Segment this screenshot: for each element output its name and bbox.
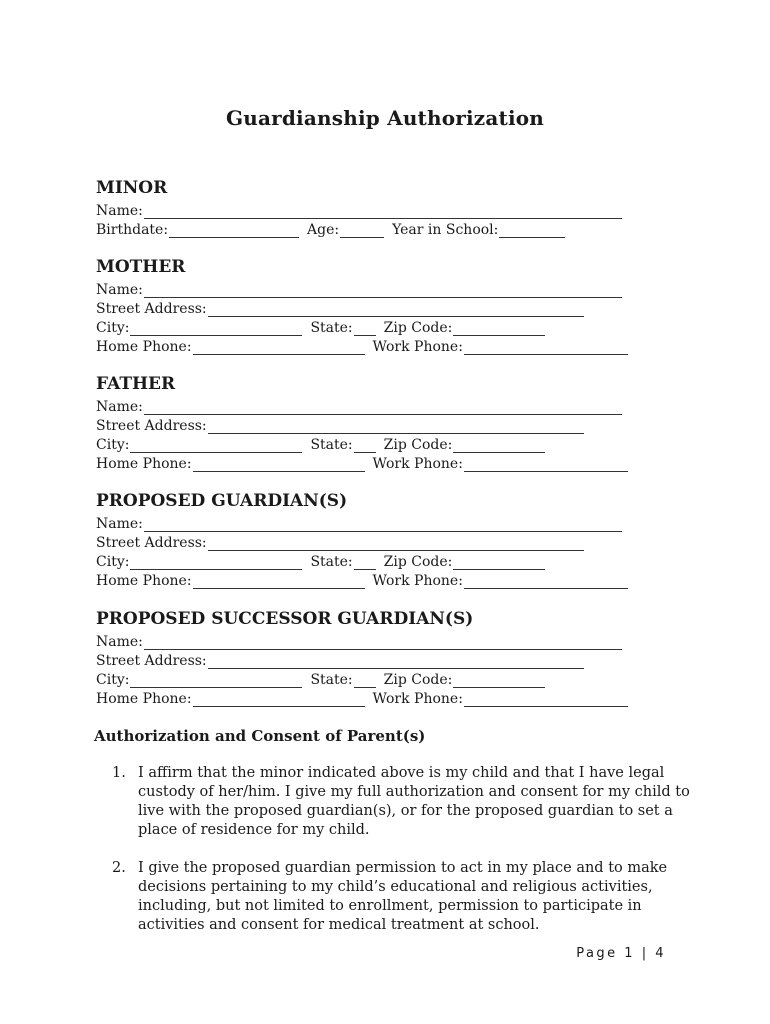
zip-code-field[interactable] bbox=[453, 673, 545, 688]
age-label: Age: bbox=[307, 222, 340, 238]
city-row bbox=[96, 434, 696, 453]
phone-row bbox=[96, 336, 696, 355]
state-label: State: bbox=[310, 320, 353, 336]
consent-list-item bbox=[112, 764, 697, 840]
document-title: Guardianship Authorization bbox=[225, 106, 545, 130]
phone-row bbox=[96, 453, 696, 472]
name-row bbox=[96, 631, 696, 650]
city-row bbox=[96, 317, 696, 336]
birthdate-label: Birthdate: bbox=[96, 222, 169, 238]
name-field[interactable] bbox=[144, 635, 622, 650]
authorization-heading: Authorization and Consent of Parent(s) bbox=[94, 727, 426, 745]
street-address-field[interactable] bbox=[208, 302, 584, 317]
state-field[interactable] bbox=[354, 321, 376, 336]
name-label: Name: bbox=[96, 634, 143, 650]
name-row bbox=[96, 513, 696, 532]
page-number: Page 1 | 4 bbox=[576, 946, 666, 961]
city-field[interactable] bbox=[130, 321, 302, 336]
birthdate-row bbox=[96, 219, 696, 238]
state-field[interactable] bbox=[354, 673, 376, 688]
work-phone-field[interactable] bbox=[464, 574, 628, 589]
section-minor bbox=[96, 177, 696, 238]
home-phone-field[interactable] bbox=[193, 340, 365, 355]
list-text: I give the proposed guardian permission to act in my place and to make decisions pertaining to my child’s educational and religious activities, including, but not limited to enrollment, permission to participate in activities and consent for medical treatment at school. bbox=[138, 860, 668, 933]
name-field[interactable] bbox=[144, 283, 622, 298]
section-heading: MINOR bbox=[96, 178, 168, 198]
home-phone-field[interactable] bbox=[193, 574, 365, 589]
name-row bbox=[96, 396, 696, 415]
work-phone-label: Work Phone: bbox=[372, 691, 463, 707]
zip-code-label: Zip Code: bbox=[383, 672, 453, 688]
name-label: Name: bbox=[96, 203, 143, 219]
home-phone-label: Home Phone: bbox=[96, 691, 192, 707]
year-in-school-field[interactable] bbox=[499, 223, 565, 238]
street-address-label: Street Address: bbox=[96, 535, 207, 551]
home-phone-field[interactable] bbox=[193, 692, 365, 707]
zip-code-label: Zip Code: bbox=[383, 554, 453, 570]
home-phone-label: Home Phone: bbox=[96, 456, 192, 472]
zip-code-field[interactable] bbox=[453, 321, 545, 336]
section-heading: PROPOSED GUARDIAN(S) bbox=[96, 491, 348, 511]
list-number: 1. bbox=[112, 765, 126, 781]
name-row bbox=[96, 200, 696, 219]
birthdate-field[interactable] bbox=[169, 223, 299, 238]
city-label: City: bbox=[96, 437, 130, 453]
city-field[interactable] bbox=[130, 555, 302, 570]
name-label: Name: bbox=[96, 399, 143, 415]
work-phone-field[interactable] bbox=[464, 457, 628, 472]
work-phone-label: Work Phone: bbox=[372, 456, 463, 472]
street-address-label: Street Address: bbox=[96, 301, 207, 317]
home-phone-label: Home Phone: bbox=[96, 339, 192, 355]
city-row bbox=[96, 669, 696, 688]
phone-row bbox=[96, 570, 696, 589]
list-item bbox=[112, 859, 697, 935]
home-phone-label: Home Phone: bbox=[96, 573, 192, 589]
state-label: State: bbox=[310, 672, 353, 688]
name-row bbox=[96, 279, 696, 298]
section-father bbox=[96, 373, 696, 472]
zip-code-field[interactable] bbox=[453, 555, 545, 570]
section-heading: FATHER bbox=[96, 374, 176, 394]
name-field[interactable] bbox=[144, 204, 622, 219]
street-address-label: Street Address: bbox=[96, 653, 207, 669]
street-address-row bbox=[96, 650, 696, 669]
state-field[interactable] bbox=[354, 555, 376, 570]
section-heading: MOTHER bbox=[96, 257, 186, 277]
city-label: City: bbox=[96, 554, 130, 570]
name-label: Name: bbox=[96, 516, 143, 532]
year-in-school-label: Year in School: bbox=[392, 222, 499, 238]
street-address-row bbox=[96, 532, 696, 551]
consent-list-item bbox=[112, 859, 697, 935]
state-label: State: bbox=[310, 554, 353, 570]
zip-code-field[interactable] bbox=[453, 438, 545, 453]
age-field[interactable] bbox=[340, 223, 384, 238]
zip-code-label: Zip Code: bbox=[383, 437, 453, 453]
state-field[interactable] bbox=[354, 438, 376, 453]
name-field[interactable] bbox=[144, 400, 622, 415]
state-label: State: bbox=[310, 437, 353, 453]
city-field[interactable] bbox=[130, 438, 302, 453]
street-address-row bbox=[96, 298, 696, 317]
street-address-field[interactable] bbox=[208, 654, 584, 669]
name-field[interactable] bbox=[144, 517, 622, 532]
street-address-row bbox=[96, 415, 696, 434]
section-mother bbox=[96, 256, 696, 355]
street-address-label: Street Address: bbox=[96, 418, 207, 434]
city-field[interactable] bbox=[130, 673, 302, 688]
zip-code-label: Zip Code: bbox=[383, 320, 453, 336]
city-label: City: bbox=[96, 672, 130, 688]
section-heading: PROPOSED SUCCESSOR GUARDIAN(S) bbox=[96, 609, 474, 629]
home-phone-field[interactable] bbox=[193, 457, 365, 472]
street-address-field[interactable] bbox=[208, 536, 584, 551]
list-item bbox=[112, 764, 697, 840]
work-phone-field[interactable] bbox=[464, 692, 628, 707]
city-row bbox=[96, 551, 696, 570]
list-text: I affirm that the minor indicated above is my child and that I have legal custody of her/him. I give my full authorization and consent for my child to live with the proposed guardian(s), or for the proposed guardian to set a place of residence for my child. bbox=[138, 765, 690, 838]
section-proposed-guardian bbox=[96, 490, 696, 589]
work-phone-label: Work Phone: bbox=[372, 339, 463, 355]
phone-row bbox=[96, 688, 696, 707]
work-phone-label: Work Phone: bbox=[372, 573, 463, 589]
name-label: Name: bbox=[96, 282, 143, 298]
city-label: City: bbox=[96, 320, 130, 336]
list-number: 2. bbox=[112, 860, 126, 876]
section-proposed-successor-guardian bbox=[96, 608, 696, 707]
street-address-field[interactable] bbox=[208, 419, 584, 434]
work-phone-field[interactable] bbox=[464, 340, 628, 355]
